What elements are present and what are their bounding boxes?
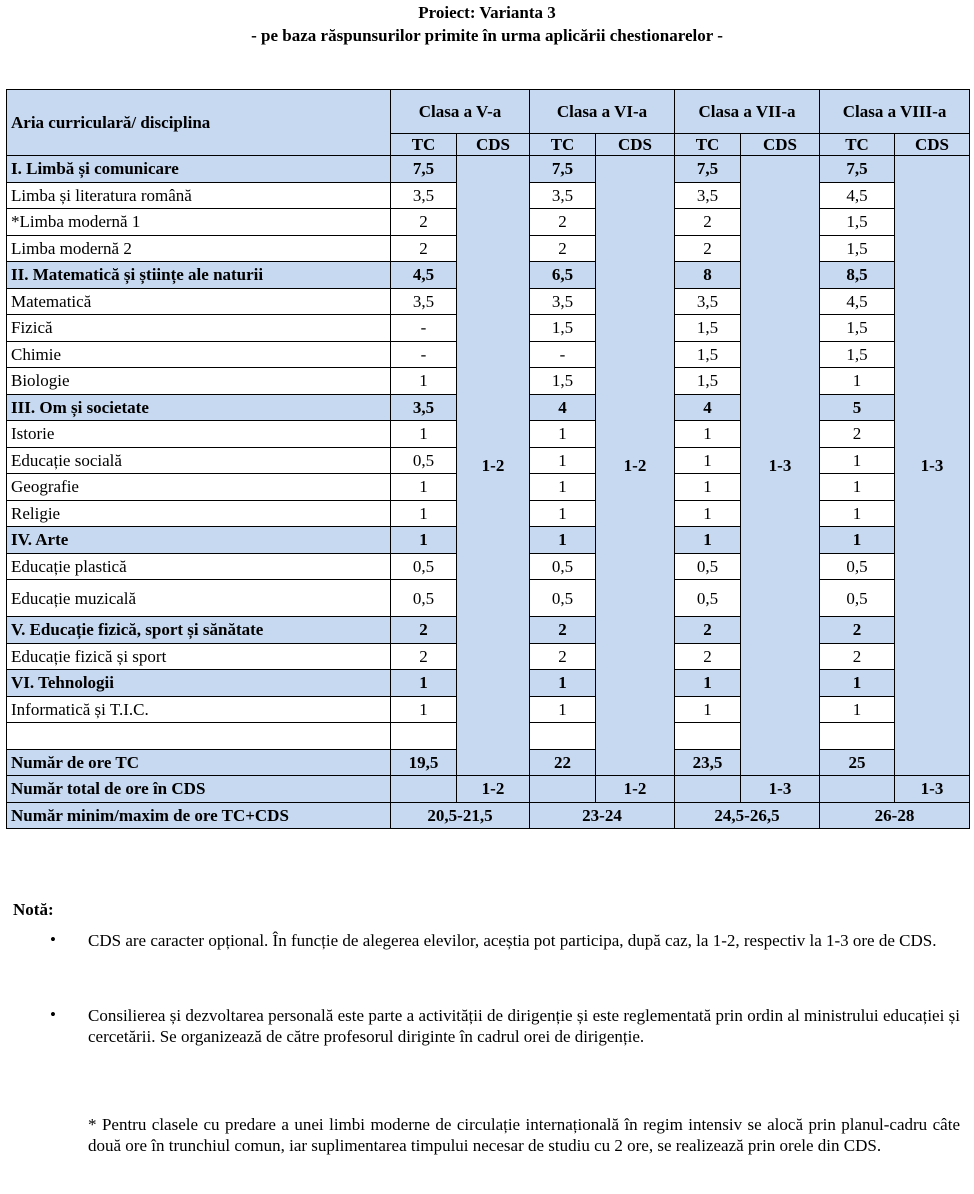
tc-value: 2 — [391, 235, 457, 262]
tc-value: 4 — [530, 394, 596, 421]
tc-total-value: 23,5 — [675, 749, 741, 776]
cds-header: CDS — [596, 134, 675, 156]
tc-value: 2 — [675, 235, 741, 262]
tc-value: 1 — [675, 421, 741, 448]
subject-name: Geografie — [7, 474, 391, 501]
tc-value: 1,5 — [820, 341, 895, 368]
empty-cell — [7, 723, 391, 750]
area-header: Aria curriculară/ disciplina — [7, 90, 391, 156]
footnote: * Pentru clasele cu predare a unei limbi moderne de circulație internațională în regim intensiv se alocă prin planul-cadru câte două ore în trunchiul comun, iar suplimentarea timpului necesar de studiu cu 2 ore, se realizează prin orele din CDS. — [88, 1115, 960, 1155]
minmax-value: 24,5-26,5 — [675, 802, 820, 829]
cds-value: 1-2 — [457, 156, 530, 776]
tc-value: 3,5 — [391, 182, 457, 209]
cds-value: 1-3 — [895, 156, 970, 776]
tc-total-value: 19,5 — [391, 749, 457, 776]
tc-value: 8,5 — [820, 262, 895, 289]
tc-value: 6,5 — [530, 262, 596, 289]
tc-header: TC — [820, 134, 895, 156]
cds-total-value: 1-2 — [596, 776, 675, 803]
tc-total-value: 25 — [820, 749, 895, 776]
note-heading: Notă: — [13, 900, 54, 919]
tc-value: 2 — [530, 617, 596, 644]
tc-value: 1 — [530, 696, 596, 723]
tc-header: TC — [391, 134, 457, 156]
tc-value: 1 — [820, 447, 895, 474]
document-title: Proiect: Varianta 3 — [418, 3, 556, 22]
tc-value: 1 — [820, 500, 895, 527]
tc-value: 1 — [675, 696, 741, 723]
tc-value: 1 — [820, 474, 895, 501]
tc-value: 1,5 — [675, 315, 741, 342]
tc-value: 1 — [675, 474, 741, 501]
tc-value: 1,5 — [675, 341, 741, 368]
table-body — [7, 90, 970, 829]
tc-value: 2 — [530, 235, 596, 262]
subject-name: VI. Tehnologii — [7, 670, 391, 697]
tc-value: 1 — [530, 421, 596, 448]
tc-value: 2 — [675, 643, 741, 670]
tc-value: 4,5 — [820, 288, 895, 315]
subject-name: II. Matematică și științe ale naturii — [7, 262, 391, 289]
class-header: Clasa a VI-a — [530, 90, 675, 134]
tc-value: 1 — [675, 500, 741, 527]
subject-name: *Limba modernă 1 — [7, 209, 391, 236]
table-row — [7, 156, 970, 183]
tc-value: 7,5 — [530, 156, 596, 183]
tc-value: 1,5 — [820, 235, 895, 262]
tc-value: - — [391, 315, 457, 342]
tc-value: 2 — [530, 643, 596, 670]
note-bullet-2: Consilierea și dezvoltarea personală este parte a activității de dirigenție și este reglementată prin ordin al ministrului educației și cercetării. Se organizează de către profesorul diriginte în cadrul orei de dirigenție. — [88, 1006, 960, 1046]
table-row — [7, 802, 970, 829]
tc-value: 1 — [820, 670, 895, 697]
tc-value: 1 — [675, 670, 741, 697]
tc-value: 7,5 — [675, 156, 741, 183]
tc-value: 1 — [391, 527, 457, 554]
tc-total-value: 22 — [530, 749, 596, 776]
subject-name: Matematică — [7, 288, 391, 315]
tc-value: 1 — [391, 368, 457, 395]
tc-value: 1 — [530, 447, 596, 474]
subject-name: Religie — [7, 500, 391, 527]
tc-value: 1,5 — [820, 315, 895, 342]
tc-value: - — [530, 341, 596, 368]
table-row — [7, 90, 970, 134]
tc-value: 1 — [391, 500, 457, 527]
cds-total-value: 1-3 — [741, 776, 820, 803]
tc-value: 3,5 — [675, 288, 741, 315]
tc-value: 1 — [391, 670, 457, 697]
tc-value: 4,5 — [391, 262, 457, 289]
minmax-value: 23-24 — [530, 802, 675, 829]
tc-value: 1,5 — [530, 315, 596, 342]
tc-value: 1 — [391, 474, 457, 501]
cds-header: CDS — [457, 134, 530, 156]
cds-total-label: Număr total de ore în CDS — [7, 776, 391, 803]
subject-name: Istorie — [7, 421, 391, 448]
tc-value: 3,5 — [530, 288, 596, 315]
class-header: Clasa a VIII-a — [820, 90, 970, 134]
tc-header: TC — [530, 134, 596, 156]
tc-value: 1 — [820, 527, 895, 554]
tc-value: 1 — [391, 421, 457, 448]
subject-name: Biologie — [7, 368, 391, 395]
curriculum-table — [6, 89, 970, 829]
class-header: Clasa a VII-a — [675, 90, 820, 134]
tc-value: 2 — [391, 643, 457, 670]
tc-value: 1 — [530, 500, 596, 527]
minmax-value: 20,5-21,5 — [391, 802, 530, 829]
tc-value: 0,5 — [820, 553, 895, 580]
tc-value: 2 — [820, 643, 895, 670]
tc-value: 1 — [530, 527, 596, 554]
tc-value: - — [391, 341, 457, 368]
subject-name: Limba modernă 2 — [7, 235, 391, 262]
tc-value: 1 — [530, 474, 596, 501]
tc-value: 1 — [820, 696, 895, 723]
tc-header: TC — [675, 134, 741, 156]
minmax-label: Număr minim/maxim de ore TC+CDS — [7, 802, 391, 829]
class-header: Clasa a V-a — [391, 90, 530, 134]
tc-value: 2 — [391, 209, 457, 236]
tc-value: 0,5 — [675, 553, 741, 580]
subject-name: Limba și literatura română — [7, 182, 391, 209]
empty-cell — [391, 776, 457, 803]
note-bullet-1: CDS are caracter opțional. În funcție de alegerea elevilor, aceștia pot participa, după caz, la 1-2, respectiv la 1-3 ore de CDS. — [88, 931, 937, 950]
tc-value: 1,5 — [820, 209, 895, 236]
subject-name: V. Educație fizică, sport și sănătate — [7, 617, 391, 644]
tc-value: 2 — [820, 617, 895, 644]
tc-value: 1,5 — [530, 368, 596, 395]
document-subtitle: - pe baza răspunsurilor primite în urma aplicării chestionarelor - — [251, 26, 723, 45]
subject-name: Informatică și T.I.C. — [7, 696, 391, 723]
tc-value: 1 — [391, 696, 457, 723]
tc-value: 4,5 — [820, 182, 895, 209]
empty-cell — [675, 723, 741, 750]
tc-value: 5 — [820, 394, 895, 421]
bullet-marker-2: • — [50, 1005, 56, 1024]
subject-name: Educație muzicală — [7, 580, 391, 617]
cds-header: CDS — [895, 134, 970, 156]
table-row — [7, 776, 970, 803]
empty-cell — [530, 723, 596, 750]
tc-value: 1 — [820, 368, 895, 395]
subject-name: III. Om și societate — [7, 394, 391, 421]
subject-name: Educație fizică și sport — [7, 643, 391, 670]
tc-value: 0,5 — [820, 580, 895, 617]
subject-name: Chimie — [7, 341, 391, 368]
cds-total-value: 1-3 — [895, 776, 970, 803]
empty-cell — [820, 776, 895, 803]
tc-value: 0,5 — [530, 580, 596, 617]
cds-value: 1-2 — [596, 156, 675, 776]
cds-value: 1-3 — [741, 156, 820, 776]
subject-name: Educație socială — [7, 447, 391, 474]
cds-header: CDS — [741, 134, 820, 156]
tc-value: 0,5 — [675, 580, 741, 617]
subject-name: I. Limbă și comunicare — [7, 156, 391, 183]
empty-cell — [675, 776, 741, 803]
tc-value: 7,5 — [391, 156, 457, 183]
subject-name: Fizică — [7, 315, 391, 342]
empty-cell — [820, 723, 895, 750]
tc-value: 3,5 — [675, 182, 741, 209]
tc-value: 1 — [675, 527, 741, 554]
tc-value: 3,5 — [391, 394, 457, 421]
tc-value: 1 — [675, 447, 741, 474]
tc-value: 8 — [675, 262, 741, 289]
tc-value: 0,5 — [391, 447, 457, 474]
empty-cell — [530, 776, 596, 803]
tc-value: 0,5 — [391, 553, 457, 580]
tc-value: 1,5 — [675, 368, 741, 395]
tc-value: 4 — [675, 394, 741, 421]
tc-value: 0,5 — [391, 580, 457, 617]
subject-name: IV. Arte — [7, 527, 391, 554]
bullet-marker-1: • — [50, 930, 56, 949]
tc-value: 7,5 — [820, 156, 895, 183]
tc-value: 0,5 — [530, 553, 596, 580]
empty-cell — [391, 723, 457, 750]
tc-value: 3,5 — [391, 288, 457, 315]
minmax-value: 26-28 — [820, 802, 970, 829]
tc-value: 2 — [675, 209, 741, 236]
tc-value: 2 — [391, 617, 457, 644]
tc-value: 2 — [820, 421, 895, 448]
subject-name: Educație plastică — [7, 553, 391, 580]
tc-total-label: Număr de ore TC — [7, 749, 391, 776]
tc-value: 3,5 — [530, 182, 596, 209]
tc-value: 2 — [530, 209, 596, 236]
cds-total-value: 1-2 — [457, 776, 530, 803]
tc-value: 1 — [530, 670, 596, 697]
tc-value: 2 — [675, 617, 741, 644]
